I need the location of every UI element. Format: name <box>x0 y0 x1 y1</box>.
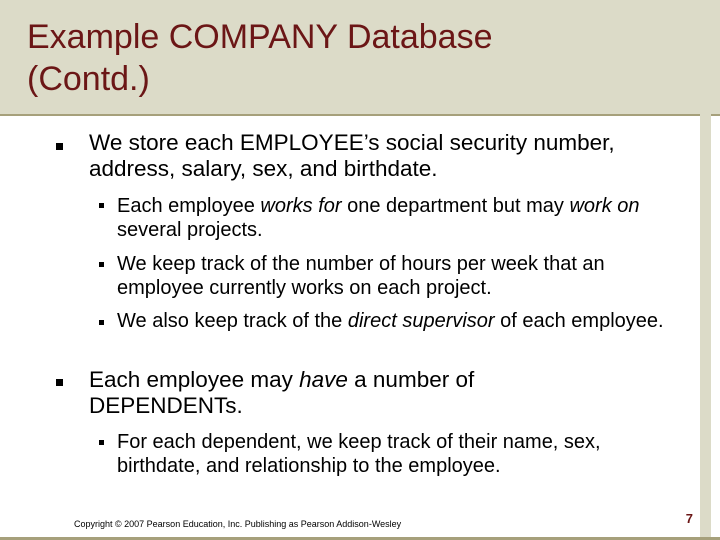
sub-bullet-square-icon <box>99 320 104 325</box>
bullet-1-sub-1-text <box>117 194 687 242</box>
sub-bullet-square-icon <box>99 262 104 267</box>
text-run: several projects. <box>117 219 263 241</box>
italic-run: works for <box>260 195 342 217</box>
italic-run: work on <box>569 195 640 217</box>
italic-run: have <box>299 367 348 392</box>
text-run: Each employee <box>117 195 261 217</box>
sub-bullet-square-icon <box>99 203 104 208</box>
bullet-square-icon <box>56 143 63 150</box>
bullet-square-icon <box>56 379 63 386</box>
text-run: We also keep track of the <box>117 310 348 332</box>
italic-run: direct supervisor <box>347 310 495 332</box>
bullet-1-sub-2-text: We keep track of the number of hours per week that an employee currently works on each project. <box>117 253 605 299</box>
bullet-1-sub-3-text <box>117 309 687 333</box>
title-line-2: (Contd.) <box>27 60 150 98</box>
title-line-1: Example COMPANY Database <box>27 18 493 56</box>
text-run: Each employee may <box>89 367 300 392</box>
slide-header <box>0 0 720 114</box>
bullet-2-text <box>89 367 569 419</box>
slide-title <box>27 16 667 100</box>
text-run: one department but may <box>341 195 570 217</box>
page-number: 7 <box>685 511 693 526</box>
bullet-2-sub-1-text: For each dependent, we keep track of their name, sex, birthdate, and relationship to the employee. <box>117 431 601 477</box>
sub-bullet-square-icon <box>99 440 104 445</box>
right-accent-bar <box>700 114 711 540</box>
header-divider <box>0 114 720 116</box>
text-run: of each employee. <box>494 310 664 332</box>
text-run: a number of DEPENDENTs. <box>89 367 475 418</box>
footer-copyright: Copyright © 2007 Pearson Education, Inc. Publishing as Pearson Addison-Wesley <box>74 519 402 529</box>
bullet-1-text: We store each EMPLOYEE’s social security number, address, salary, sex, and birthdate. <box>89 130 615 181</box>
